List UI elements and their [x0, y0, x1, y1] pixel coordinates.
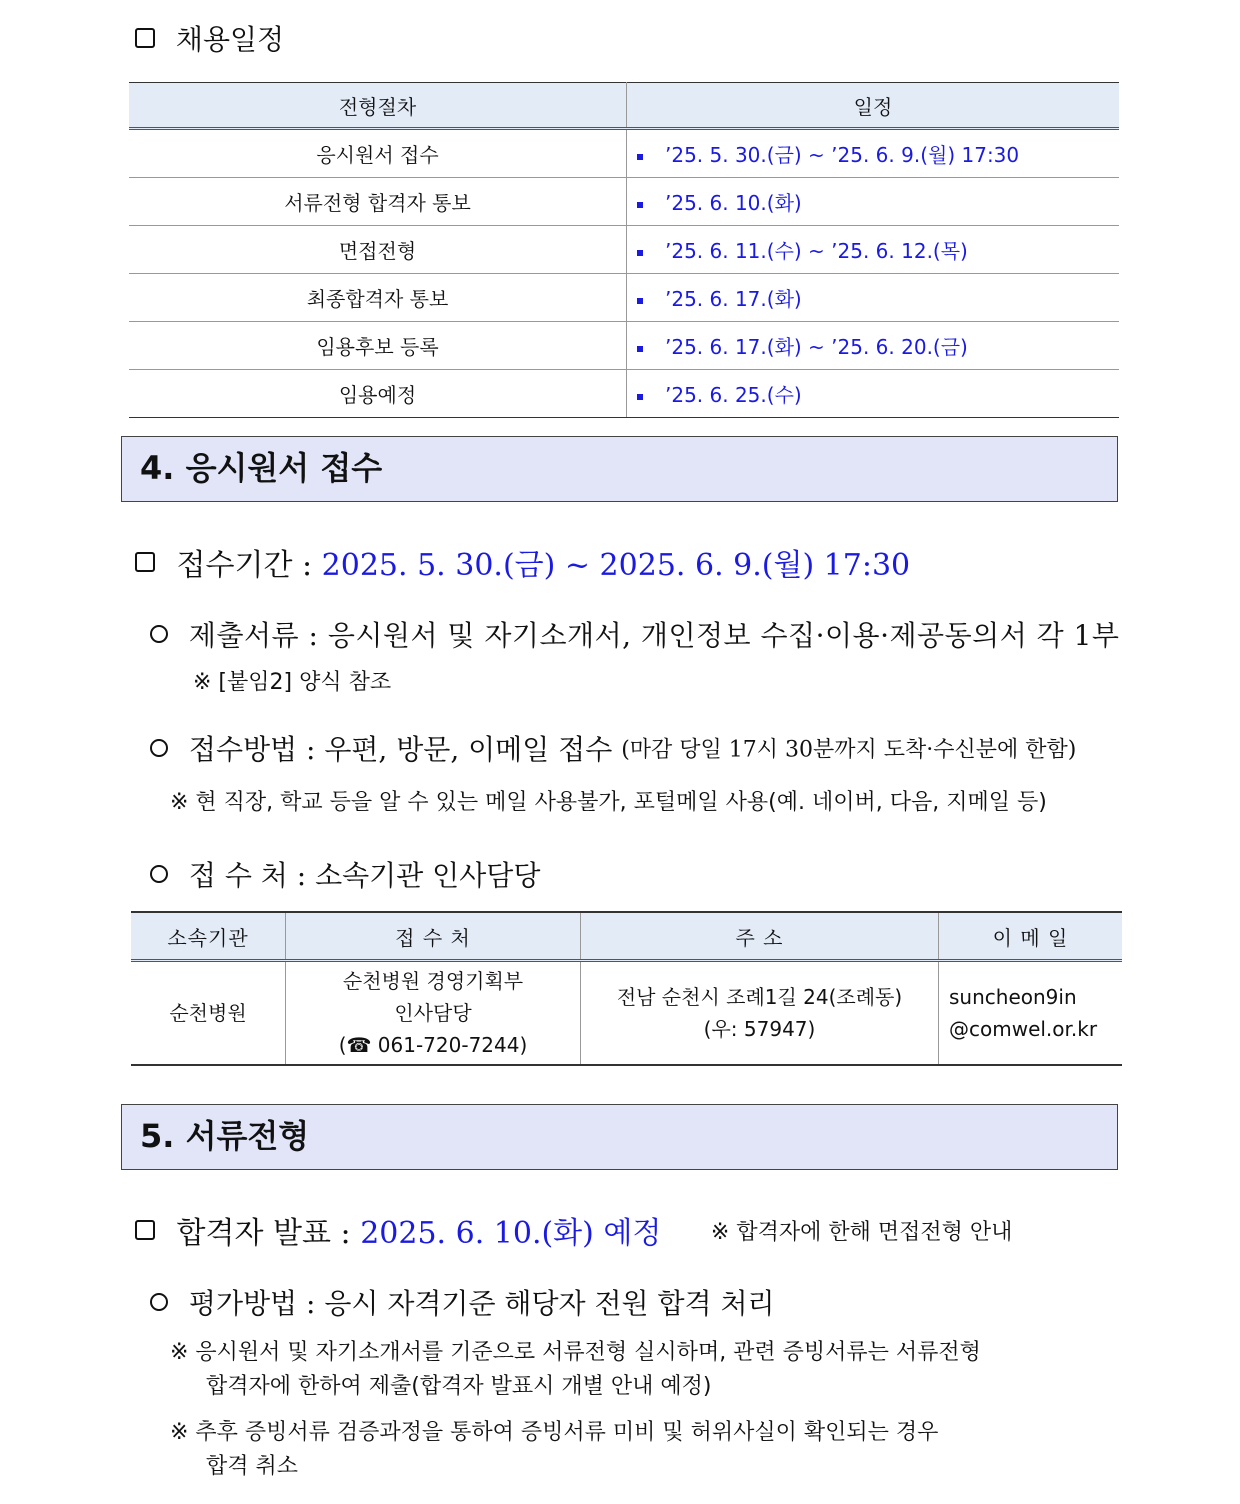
header-address: 주 소 — [581, 912, 939, 961]
schedule-heading-row — [135, 18, 284, 58]
circle-bullet-icon — [150, 1293, 168, 1311]
method-label: 접수방법 : 우편, 방문, 이메일 접수 — [188, 733, 613, 766]
header-date: 일정 — [627, 83, 1120, 129]
section-4-title: 4. 응시원서 접수 — [121, 436, 1118, 502]
eval-row — [150, 1282, 775, 1322]
period-row — [135, 540, 910, 584]
announce-label: 합격자 발표 : — [176, 1216, 351, 1251]
date-text: ’25. 6. 17.(화) ~ ’25. 6. 20.(금) — [665, 335, 968, 359]
eval-label: 평가방법 : 응시 자격기준 해당자 전원 합격 처리 — [188, 1287, 775, 1320]
step-cell: 면접전형 — [129, 226, 627, 274]
announce-value: 2025. 6. 10.(화) 예정 — [360, 1216, 662, 1251]
period-label: 접수기간 : — [176, 548, 313, 583]
table-row — [129, 322, 1119, 370]
note-line: 합격 취소 — [206, 1454, 299, 1479]
date-text: ’25. 6. 25.(수) — [665, 383, 802, 407]
square-bullet-icon — [637, 250, 643, 256]
dept-line: 순천병원 경영기획부 — [342, 969, 524, 993]
date-text: ’25. 6. 11.(수) ~ ’25. 6. 12.(목) — [665, 239, 968, 263]
date-text: ’25. 6. 10.(화) — [665, 191, 802, 215]
circle-bullet-icon — [150, 625, 168, 643]
table-row — [131, 961, 1122, 1066]
dept-line: 인사담당 — [394, 1001, 472, 1025]
header-email: 이 메 일 — [939, 912, 1123, 961]
address-line: 전남 순천시 조례1길 24(조례동) — [616, 985, 903, 1009]
table-row — [129, 226, 1119, 274]
period-value: 2025. 5. 30.(금) ~ 2025. 6. 9.(월) 17:30 — [321, 548, 911, 583]
schedule-table — [129, 82, 1119, 418]
place-row — [150, 854, 540, 894]
section-5-title: 5. 서류전형 — [121, 1104, 1118, 1170]
note-2 — [170, 1416, 938, 1484]
checkbox-square-icon — [135, 1220, 155, 1240]
checkbox-square-icon — [135, 28, 155, 48]
table-row — [129, 274, 1119, 322]
postal-code: (우: 57947) — [703, 1017, 816, 1041]
date-cell — [627, 129, 1120, 178]
header-org: 소속기관 — [131, 912, 286, 961]
announce-note: ※ 합격자에 한해 면접전형 안내 — [710, 1219, 1013, 1245]
note-line: ※ 추후 증빙서류 검증과정을 통하여 증빙서류 미비 및 허위사실이 확인되는 경우 — [170, 1420, 939, 1445]
step-cell: 서류전형 합격자 통보 — [129, 178, 627, 226]
table-row — [129, 370, 1119, 418]
method-note: ※ 현 직장, 학교 등을 알 수 있는 메일 사용불가, 포털메일 사용(예. 네이버, 다음, 지메일 등) — [170, 790, 1047, 815]
square-bullet-icon — [637, 298, 643, 304]
date-cell — [627, 274, 1120, 322]
date-cell — [627, 226, 1120, 274]
note-1 — [170, 1336, 981, 1404]
date-cell — [627, 370, 1120, 418]
circle-bullet-icon — [150, 865, 168, 883]
date-cell — [627, 178, 1120, 226]
email-line: @comwel.or.kr — [949, 1017, 1098, 1041]
date-cell — [627, 322, 1120, 370]
docs-row — [150, 614, 1119, 654]
method-row — [150, 728, 1076, 768]
step-cell: 임용예정 — [129, 370, 627, 418]
square-bullet-icon — [637, 154, 643, 160]
schedule-heading: 채용일정 — [175, 23, 285, 56]
date-text: ’25. 5. 30.(금) ~ ’25. 6. 9.(월) 17:30 — [665, 143, 1020, 167]
docs-note: ※ [붙임2] 양식 참조 — [193, 670, 392, 695]
step-cell: 응시원서 접수 — [129, 129, 627, 178]
dept-phone: (☎ 061-720-7244) — [338, 1033, 528, 1057]
note-line: ※ 응시원서 및 자기소개서를 기준으로 서류전형 실시하며, 관련 증빙서류는 서류전형 — [170, 1340, 981, 1365]
table-row — [129, 178, 1119, 226]
circle-bullet-icon — [150, 739, 168, 757]
checkbox-square-icon — [135, 552, 155, 572]
contact-table — [131, 911, 1122, 1066]
place-label: 접 수 처 : 소속기관 인사담당 — [188, 859, 541, 892]
header-step: 전형절차 — [129, 83, 627, 129]
address-cell — [581, 961, 939, 1066]
email-line: suncheon9in — [949, 985, 1077, 1009]
square-bullet-icon — [637, 346, 643, 352]
table-row — [129, 129, 1119, 178]
date-text: ’25. 6. 17.(화) — [665, 287, 802, 311]
docs-label: 제출서류 : 응시원서 및 자기소개서, 개인정보 수집·이용·제공동의서 각 1부 — [188, 619, 1120, 652]
method-paren: (마감 당일 17시 30분까지 도착·수신분에 한함) — [621, 737, 1077, 763]
announce-row — [135, 1208, 1012, 1252]
step-cell: 최종합격자 통보 — [129, 274, 627, 322]
email-cell — [939, 961, 1123, 1066]
step-cell: 임용후보 등록 — [129, 322, 627, 370]
contact-header-row — [131, 912, 1122, 961]
note-line: 합격자에 한하여 제출(합격자 발표시 개별 안내 예정) — [206, 1374, 712, 1399]
schedule-header-row — [129, 83, 1119, 129]
header-dept: 접 수 처 — [286, 912, 581, 961]
square-bullet-icon — [637, 202, 643, 208]
square-bullet-icon — [637, 394, 643, 400]
org-cell: 순천병원 — [131, 961, 286, 1066]
dept-cell — [286, 961, 581, 1066]
